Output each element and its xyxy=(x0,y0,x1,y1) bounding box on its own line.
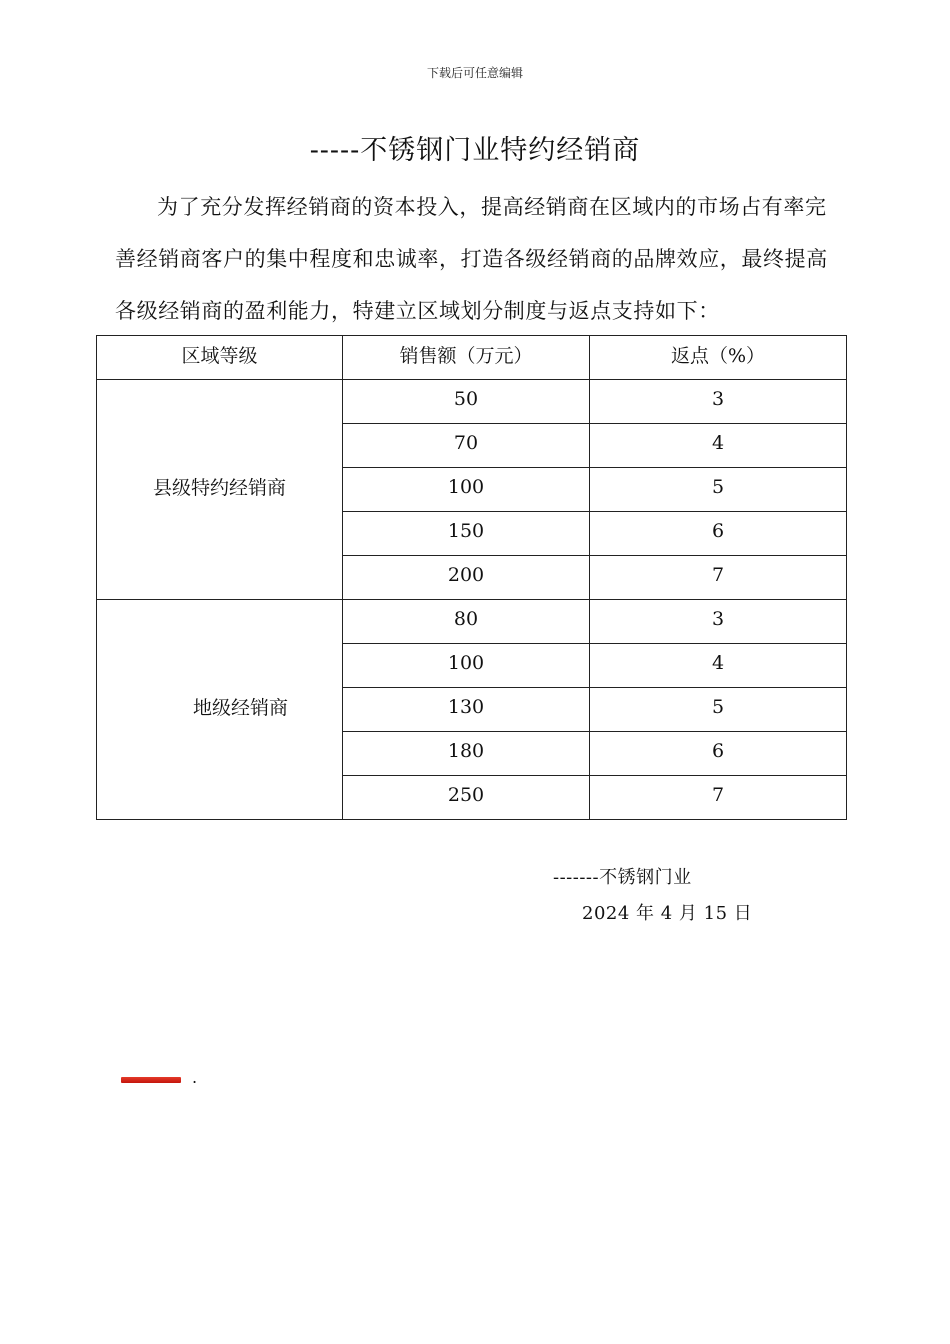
table-row xyxy=(97,380,847,424)
rebate-cell: 4 xyxy=(590,644,847,688)
sales-cell: 250 xyxy=(343,776,590,820)
header-sales: 销售额（万元） xyxy=(343,336,590,380)
intro-paragraph: 为了充分发挥经销商的资本投入，提高经销商在区域内的市场占有率完善经销商客户的集中程度和忠诚率，打造各级经销商的品牌效应，最终提高各级经销商的盈利能力，特建立区域划分制度与返点支持如下： xyxy=(115,195,828,323)
sales-cell: 100 xyxy=(343,644,590,688)
sales-cell: 150 xyxy=(343,512,590,556)
signature-company: -------不锈钢门业 xyxy=(553,867,692,888)
region-cell-county: 县级特约经销商 xyxy=(97,380,343,600)
red-bar-mark xyxy=(121,1077,181,1083)
header-rebate: 返点（%） xyxy=(590,336,847,380)
footer-dot: . xyxy=(192,1068,198,1087)
sales-cell: 100 xyxy=(343,468,590,512)
region-cell-prefecture: 地级经销商 xyxy=(97,600,343,820)
rebate-cell: 7 xyxy=(590,556,847,600)
header-region-level: 区域等级 xyxy=(97,336,343,380)
sales-cell: 80 xyxy=(343,600,590,644)
sales-cell: 130 xyxy=(343,688,590,732)
table-header-row xyxy=(97,336,847,380)
rebate-cell: 3 xyxy=(590,600,847,644)
rebate-cell: 6 xyxy=(590,732,847,776)
document-title: -----不锈钢门业特约经销商 xyxy=(309,135,641,166)
sales-cell: 180 xyxy=(343,732,590,776)
rebate-cell: 4 xyxy=(590,424,847,468)
sales-cell: 200 xyxy=(343,556,590,600)
rebate-cell: 6 xyxy=(590,512,847,556)
signature-date: 2024 年 4 月 15 日 xyxy=(582,903,753,924)
rebate-cell: 5 xyxy=(590,688,847,732)
sales-cell: 70 xyxy=(343,424,590,468)
header-note: 下载后可任意编辑 xyxy=(426,66,523,80)
rebate-cell: 3 xyxy=(590,380,847,424)
rebate-cell: 7 xyxy=(590,776,847,820)
rebate-table xyxy=(96,335,847,820)
table-row xyxy=(97,600,847,644)
sales-cell: 50 xyxy=(343,380,590,424)
rebate-cell: 5 xyxy=(590,468,847,512)
